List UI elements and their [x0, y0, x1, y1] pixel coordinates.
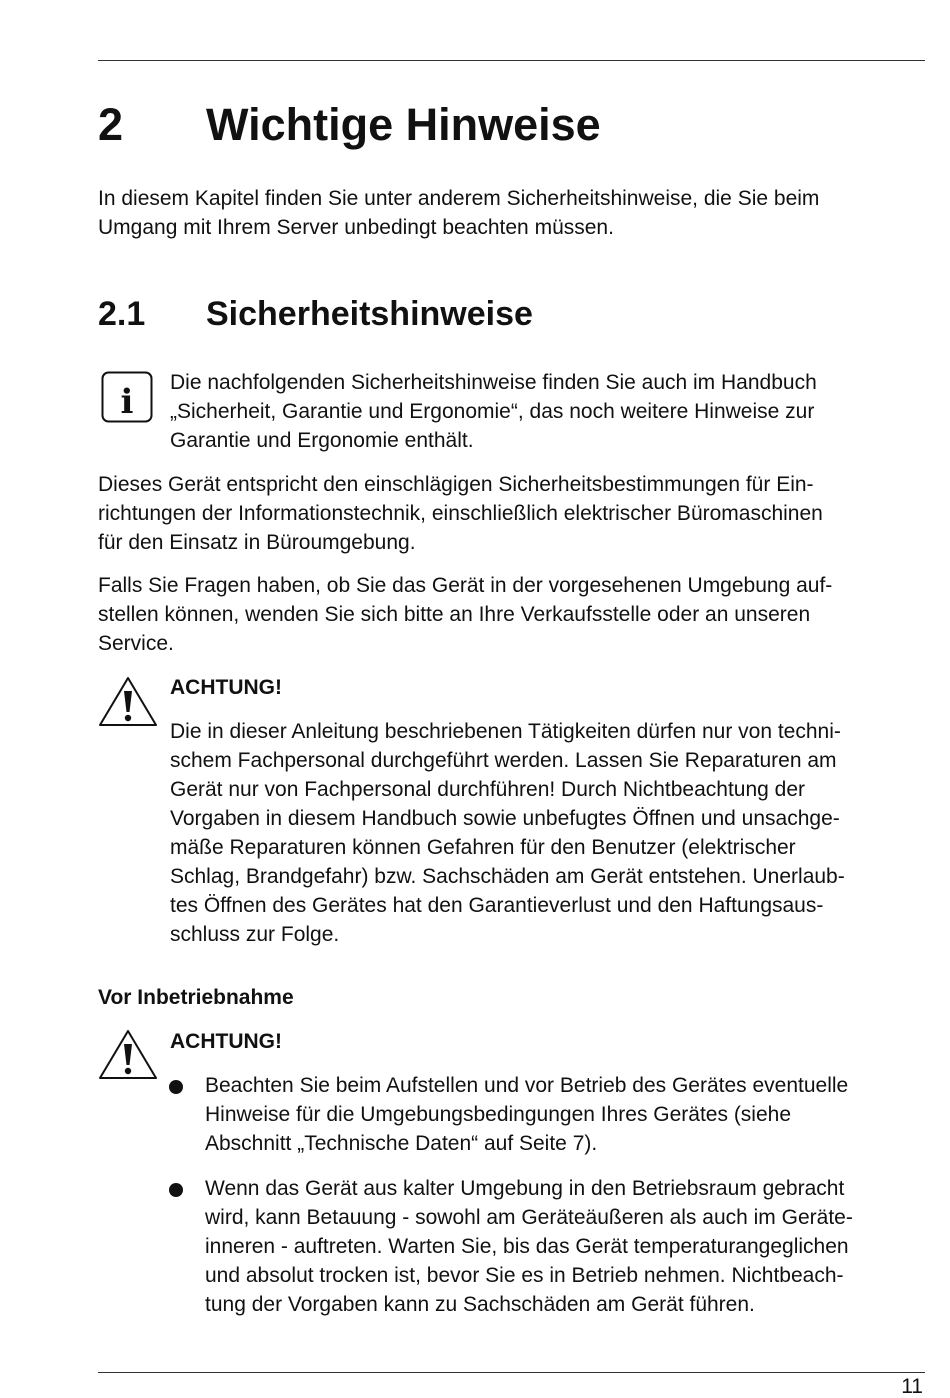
info-icon — [101, 371, 153, 423]
list-item-line: tung der Vorgaben kann zu Sachschäden am Gerät führen. — [205, 1293, 755, 1316]
warning-line: mäße Reparaturen können Gefahren für den Benutzer (elektrischer — [170, 836, 796, 859]
bottom-rule — [98, 1372, 925, 1373]
section-title: Sicherheitshinweise — [206, 295, 533, 333]
list-item-line: Hinweise für die Umgebungsbedingungen Ihres Gerätes (siehe — [205, 1103, 792, 1126]
info-note-line: Garantie und Ergonomie enthält. — [170, 429, 474, 452]
info-note-line: Die nachfolgenden Sicherheitshinweise finden Sie auch im Handbuch — [170, 371, 817, 394]
list-item-line: und absolut trocken ist, bevor Sie es in Betrieb nehmen. Nichtbeach- — [205, 1264, 844, 1287]
info-icon-letter: i — [120, 382, 134, 422]
section-number: 2.1 — [98, 295, 146, 333]
page-number: 11 — [901, 1375, 923, 1398]
warning-line: tes Öffnen des Gerätes hat den Garantieverlust und den Haftungsaus- — [170, 894, 824, 917]
warning-line: schluss zur Folge. — [170, 923, 340, 946]
paragraph-line: Service. — [98, 632, 174, 655]
paragraph-line: für den Einsatz in Büroumgebung. — [98, 531, 416, 554]
warning-line: schem Fachpersonal durchgeführt werden. Lassen Sie Reparaturen am — [170, 749, 837, 772]
chapter-title: Wichtige Hinweise — [206, 99, 601, 150]
info-note-line: „Sicherheit, Garantie und Ergonomie“, das noch weitere Hinweise zur — [170, 400, 815, 423]
list-item — [205, 1174, 930, 1319]
paragraph-line: stellen können, wenden Sie sich bitte an Ihre Verkaufsstelle oder an unseren — [98, 603, 811, 626]
safety-paragraph-1 — [98, 470, 928, 557]
list-item-line: Abschnitt „Technische Daten“ auf Seite 7). — [205, 1132, 598, 1155]
safety-paragraph-2 — [98, 571, 928, 658]
paragraph-line: Falls Sie Fragen haben, ob Sie das Gerät in der vorgesehenen Umgebung auf- — [98, 574, 833, 597]
list-item — [205, 1071, 930, 1158]
list-item-line: Beachten Sie beim Aufstellen und vor Betrieb des Gerätes eventuelle — [205, 1074, 849, 1097]
list-item-line: wird, kann Betauung - sowohl am Geräteäußeren als auch im Geräte- — [205, 1206, 853, 1229]
paragraph-line: richtungen der Informationstechnik, einschließlich elektrischer Büromaschinen — [98, 502, 823, 525]
bullet-icon — [169, 1080, 183, 1094]
warning-line: Vorgaben in diesem Handbuch sowie unbefugtes Öffnen und unsachge- — [170, 807, 840, 830]
warning-line: Gerät nur von Fachpersonal durchführen! Durch Nichtbeachtung der — [170, 778, 806, 801]
warning-2-heading: ACHTUNG! — [170, 1030, 282, 1053]
list-item-line: inneren - auftreten. Warten Sie, bis das Gerät temperaturangeglichen — [205, 1235, 849, 1258]
warning-icon — [97, 675, 159, 731]
warning-line: Schlag, Brandgefahr) bzw. Sachschäden am Gerät entstehen. Unerlaub- — [170, 865, 845, 888]
warning-1-body — [170, 717, 930, 949]
bullet-icon — [169, 1183, 183, 1197]
list-item-line: Wenn das Gerät aus kalter Umgebung in den Betriebsraum gebracht — [205, 1177, 845, 1200]
warning-icon — [97, 1028, 159, 1084]
intro-line: Umgang mit Ihrem Server unbedingt beachten müssen. — [98, 216, 614, 239]
intro-paragraph — [98, 184, 928, 242]
info-note — [170, 368, 930, 455]
intro-line: In diesem Kapitel finden Sie unter anderem Sicherheitshinweise, die Sie beim — [98, 187, 820, 210]
top-rule — [98, 60, 925, 61]
paragraph-line: Dieses Gerät entspricht den einschlägigen Sicherheitsbestimmungen für Ein- — [98, 473, 814, 496]
chapter-number: 2 — [98, 99, 124, 150]
subheading: Vor Inbetriebnahme — [98, 986, 294, 1009]
warning-1-heading: ACHTUNG! — [170, 676, 282, 699]
warning-line: Die in dieser Anleitung beschriebenen Tätigkeiten dürfen nur von techni- — [170, 720, 841, 743]
